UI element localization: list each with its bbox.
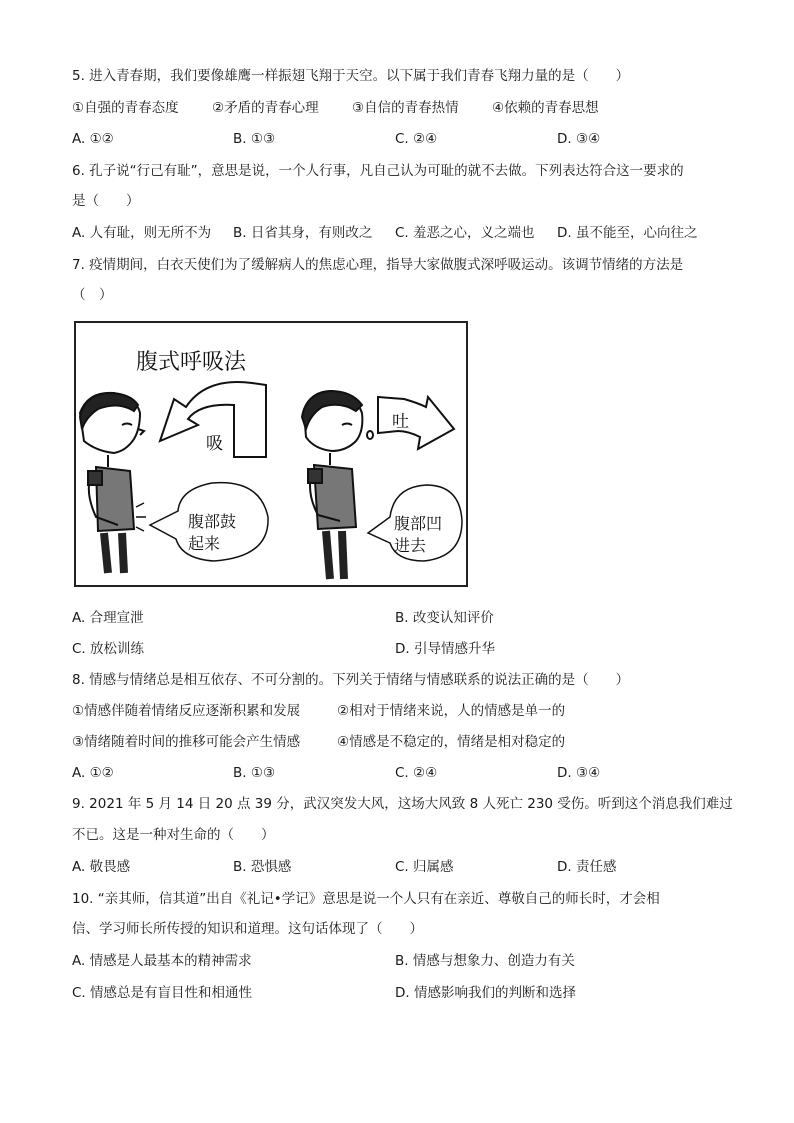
q10-option-b[interactable]: B. 情感与想象力、创造力有关	[395, 953, 575, 969]
q7-option-c[interactable]: C. 放松训练	[72, 641, 145, 657]
q9-stem-line2: 不已。这是一种对生命的（ ）	[72, 827, 275, 843]
left-bubble-line1: 腹部鼓	[188, 514, 237, 531]
q5-option-b[interactable]: B. ①③	[233, 131, 276, 147]
q8-stem: 8. 情感与情绪总是相互依存、不可分割的。下列关于情绪与情感联系的说法正确的是（ ）	[72, 672, 630, 688]
right-bubble-line2: 进去	[394, 538, 427, 555]
q10-option-c[interactable]: C. 情感总是有盲目性和相通性	[72, 985, 253, 1001]
figure-title: 腹式呼吸法	[136, 349, 247, 374]
q7-stem-line2: （ ）	[72, 287, 113, 303]
q5-statement-3: ③自信的青春热情	[352, 100, 459, 116]
q8-option-b[interactable]: B. ①③	[233, 765, 276, 781]
q8-option-c[interactable]: C. ②④	[395, 765, 438, 781]
q8-statement-4: ④情感是不稳定的，情绪是相对稳定的	[337, 734, 566, 750]
q6-stem-line1: 6. 孔子说“行己有耻”，意思是说，一个人行事，凡自己认为可耻的就不去做。下列表达符合这一要求的	[72, 163, 684, 179]
q9-stem-line1: 9. 2021 年 5 月 14 日 20 点 39 分，武汉突发大风，这场大风致 8 人死亡 230 受伤。听到这个消息我们难过	[72, 796, 733, 812]
q10-stem-line2: 信、学习师长所传授的知识和道理。这句话体现了（ ）	[72, 921, 423, 937]
q7-option-a[interactable]: A. 合理宣泄	[72, 610, 144, 626]
q5-option-c[interactable]: C. ②④	[395, 131, 438, 147]
q8-statement-3: ③情绪随着时间的推移可能会产生情感	[72, 734, 301, 750]
q6-option-d[interactable]: D. 虽不能至，心向往之	[557, 225, 698, 241]
q8-option-d[interactable]: D. ③④	[557, 765, 601, 781]
q9-option-b[interactable]: B. 恐惧感	[233, 859, 292, 875]
right-bubble-line1: 腹部凹	[394, 516, 443, 533]
q5-option-a[interactable]: A. ①②	[72, 131, 114, 147]
q9-option-d[interactable]: D. 责任感	[557, 859, 617, 875]
q9-option-a[interactable]: A. 敬畏感	[72, 859, 131, 875]
abdominal-breathing-illustration	[74, 321, 468, 587]
q8-statement-1: ①情感伴随着情绪反应逐渐积累和发展	[72, 703, 301, 719]
q6-option-a[interactable]: A. 人有耻，则无所不为	[72, 225, 212, 241]
q5-statement-4: ④依赖的青春思想	[492, 100, 599, 116]
q10-option-d[interactable]: D. 情感影响我们的判断和选择	[395, 985, 576, 1001]
q6-option-b[interactable]: B. 日省其身，有则改之	[233, 225, 373, 241]
q10-stem-line1: 10. “亲其师，信其道”出自《礼记•学记》意思是说一个人只有在亲近、尊敬自己的师长时，才会相	[72, 891, 660, 907]
left-bubble-line2: 起来	[188, 536, 221, 553]
exhale-label: 吐	[392, 412, 409, 431]
q8-statement-2: ②相对于情绪来说，人的情感是单一的	[337, 703, 566, 719]
q7-option-d[interactable]: D. 引导情感升华	[395, 641, 495, 657]
q6-option-c[interactable]: C. 羞恶之心，义之端也	[395, 225, 535, 241]
q6-stem-line2: 是（ ）	[72, 193, 140, 209]
q8-option-a[interactable]: A. ①②	[72, 765, 114, 781]
q7-stem-line1: 7. 疫情期间，白衣天使们为了缓解病人的焦虑心理，指导大家做腹式深呼吸运动。该调节情绪的方法是	[72, 257, 684, 273]
inhale-label: 吸	[206, 434, 223, 453]
q5-statement-1: ①自强的青春态度	[72, 100, 179, 116]
q7-option-b[interactable]: B. 改变认知评价	[395, 610, 494, 626]
q5-option-d[interactable]: D. ③④	[557, 131, 601, 147]
q9-option-c[interactable]: C. 归属感	[395, 859, 454, 875]
q5-stem: 5. 进入青春期，我们要像雄鹰一样振翅飞翔于天空。以下属于我们青春飞翔力量的是（ ）	[72, 68, 630, 84]
q10-option-a[interactable]: A. 情感是人最基本的精神需求	[72, 953, 252, 969]
q5-statement-2: ②矛盾的青春心理	[212, 100, 319, 116]
